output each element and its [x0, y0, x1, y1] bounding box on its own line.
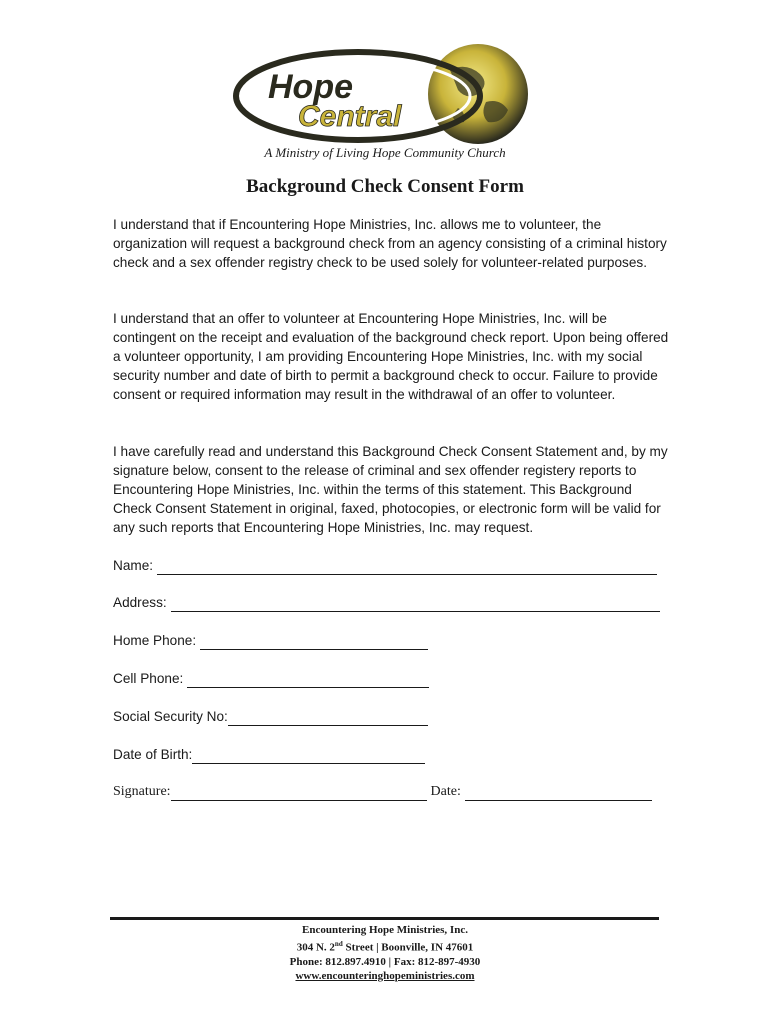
globe-logo-graphic — [228, 40, 544, 148]
home-phone-field[interactable] — [113, 632, 428, 650]
cell-phone-input-line[interactable] — [187, 673, 429, 688]
footer-address-street: Street | Boonville, IN 47601 — [342, 941, 474, 954]
footer-phone: Phone: 812.897.4910 | Fax: 812-897-4930 — [289, 955, 481, 968]
signature-label: Signature: — [113, 784, 171, 799]
footer-address — [0, 937, 770, 955]
home-phone-label: Home Phone: — [113, 633, 197, 648]
hope-central-logo — [228, 40, 544, 148]
ssn-field[interactable] — [113, 708, 428, 726]
cell-phone-label: Cell Phone: — [113, 671, 184, 686]
dob-label: Date of Birth: — [113, 747, 193, 762]
dob-field[interactable] — [113, 746, 425, 764]
date-input-line[interactable] — [465, 786, 652, 801]
signature-input-line[interactable] — [171, 786, 427, 801]
footer-website-link[interactable]: www.encounteringhopeministries.com — [295, 969, 475, 982]
paragraph-contingent-offer: I understand that an offer to volunteer at Encountering Hope Ministries, Inc. will be contingent on the receipt and evaluation of the background check report. Upon being offered a volunteer opportunity, I am providing Encountering Hope Ministries, Inc. with my social security number and date of birth to permit a background check to occur. Failure to provide consent or required information may result in the withdrawal of an offer to volunteer. — [113, 311, 669, 402]
dob-input-line[interactable] — [192, 749, 425, 764]
address-input-line[interactable] — [171, 597, 660, 612]
signature-row — [113, 783, 658, 801]
ssn-input-line[interactable] — [228, 711, 428, 726]
paragraph-consent-intro: I understand that if Encountering Hope Ministries, Inc. allows me to volunteer, the organization will request a background check from an agency consisting of a criminal history check and a sex offender registry check to be used solely for volunteer-related purposes. — [113, 217, 667, 270]
ssn-label: Social Security No: — [113, 709, 228, 724]
footer-divider — [110, 917, 659, 920]
footer-address-number: 304 N. 2 — [296, 941, 335, 954]
name-field[interactable] — [113, 557, 657, 575]
footer — [0, 923, 770, 983]
logo-word-hope: Hope — [268, 68, 353, 106]
footer-address-ordinal: nd — [334, 940, 343, 948]
cell-phone-field[interactable] — [113, 670, 429, 688]
page-title: Background Check Consent Form — [246, 176, 524, 197]
name-input-line[interactable] — [157, 560, 657, 575]
address-field[interactable] — [113, 594, 660, 612]
footer-org: Encountering Hope Ministries, Inc. — [302, 924, 468, 936]
home-phone-input-line[interactable] — [200, 635, 428, 650]
date-label: Date: — [430, 784, 461, 799]
address-label: Address: — [113, 595, 167, 610]
tagline: A Ministry of Living Hope Community Church — [264, 145, 506, 160]
logo-word-central: Central — [298, 100, 402, 133]
paragraph-release-statement: I have carefully read and understand this Background Check Consent Statement and, by my signature below, consent to the release of criminal and sex offender registery reports to Encountering Hope Ministries, Inc. within the terms of this statement. This Background Check Consent Statement in original, faxed, photocopies, or electronic form will be valid for any such reports that Encountering Hope Ministries, Inc. may request. — [113, 444, 668, 535]
name-label: Name: — [113, 558, 154, 573]
